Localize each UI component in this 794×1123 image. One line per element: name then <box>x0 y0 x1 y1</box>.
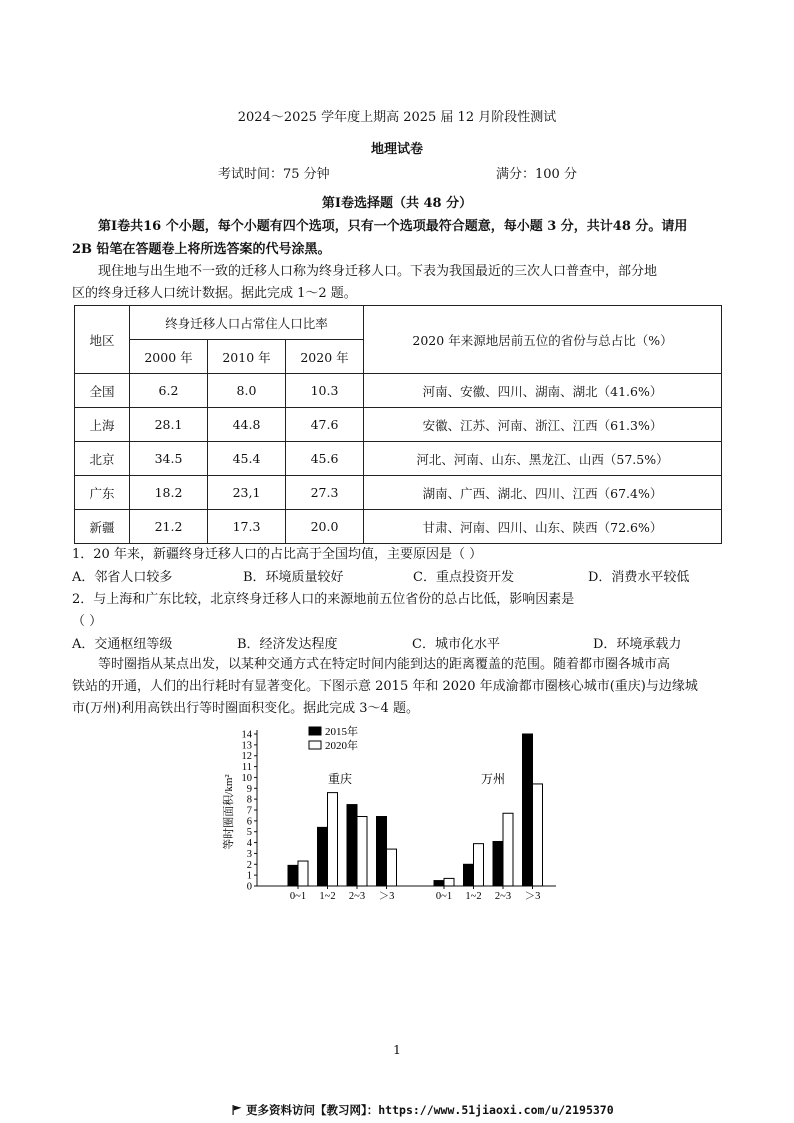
table-row <box>75 442 722 476</box>
bar-重庆-2020年-0~1 <box>298 861 308 886</box>
bar-万州-2020年-0~1 <box>444 878 454 886</box>
y-tick-label: 8 <box>246 794 252 806</box>
q1-stem: 1．20 年来，新疆终身迁移人口的占比高于全国均值，主要原因是（ ） <box>72 547 483 562</box>
y-axis-label: 等时圈面积/km² <box>223 774 235 850</box>
cell-2000: 34.5 <box>130 442 208 476</box>
cell-2000: 21.2 <box>130 510 208 544</box>
y-tick-label: 6 <box>246 816 252 828</box>
intro1-line1: 现住地与出生地不一致的迁移人口称为终身迁移人口。下表为我国最近的三次人口普查中，部分地 <box>98 264 658 279</box>
header-year-2010: 2010 年 <box>208 340 286 374</box>
bar-万州-2020年-＞3 <box>533 784 543 886</box>
bar-万州-2015年-1~2 <box>464 864 474 886</box>
intro2-line3: 市(万州)利用高铁出行等时圈面积变化。据此完成 3～4 题。 <box>72 701 419 716</box>
bar-重庆-2015年-1~2 <box>318 827 328 886</box>
q2-option-c: C．城市化水平 <box>412 637 500 652</box>
q1-option-c: C．重点投资开发 <box>413 570 514 585</box>
table-row <box>75 476 722 510</box>
cell-2010: 17.3 <box>208 510 286 544</box>
table-row <box>75 510 722 544</box>
flag-icon <box>232 1105 242 1115</box>
bar-重庆-2020年-1~2 <box>328 793 338 886</box>
q2-option-a: A．交通枢纽等级 <box>72 637 173 652</box>
cell-region: 新疆 <box>75 510 130 544</box>
cell-top5: 河北、河南、山东、黑龙江、山西（57.5%） <box>364 442 722 476</box>
x-tick-label: 0~1 <box>435 891 453 902</box>
intro2-line2: 铁站的开通，人们的出行耗时有显著变化。下图示意 2015 年和 2020 年成渝都市圈核心城市(重庆)与边缘城 <box>72 679 698 694</box>
instructions-line1: 第Ⅰ卷共16 个小题，每个小题有四个选项，只有一个选项最符合题意，每小题 3 分，共计48 分。请用 <box>98 219 688 234</box>
legend-label-2020: 2020年 <box>325 740 358 752</box>
legend-swatch-2015 <box>309 727 321 735</box>
y-tick-label: 0 <box>246 881 252 893</box>
page-number: 1 <box>393 1042 401 1057</box>
group-label-1: 万州 <box>480 772 506 786</box>
q2-option-b: B．经济发达程度 <box>237 637 338 652</box>
y-tick-label: 11 <box>241 762 252 774</box>
bar-万州-2020年-1~2 <box>474 844 484 886</box>
bar-重庆-2015年-＞3 <box>377 817 387 886</box>
cell-2000: 28.1 <box>130 408 208 442</box>
cell-top5: 河南、安徽、四川、湖南、湖北（41.6%） <box>364 374 722 408</box>
bar-重庆-2020年-2~3 <box>357 817 367 886</box>
x-tick-label: 2~3 <box>494 891 512 902</box>
x-tick-label: 1~2 <box>465 891 482 902</box>
header-ratio: 终身迁移人口占常住人口比率 <box>130 306 364 340</box>
bar-重庆-2015年-0~1 <box>288 865 298 886</box>
cell-2000: 6.2 <box>130 374 208 408</box>
cell-2020: 47.6 <box>286 408 364 442</box>
header-year-2020: 2020 年 <box>286 340 364 374</box>
group-label-0: 重庆 <box>327 772 353 786</box>
footer-text: 更多资料访问【教习网】：https://www.51jiaoxi.com/u/2195370 <box>246 1103 614 1117</box>
cell-top5: 安徽、江苏、河南、浙江、江西（61.3%） <box>364 408 722 442</box>
cell-2020: 27.3 <box>286 476 364 510</box>
bar-重庆-2015年-2~3 <box>347 805 357 886</box>
legend-swatch-2020 <box>309 741 321 749</box>
y-tick-label: 14 <box>241 729 252 741</box>
bar-万州-2015年-＞3 <box>523 734 533 886</box>
migration-table <box>74 305 722 544</box>
bar-万州-2015年-0~1 <box>434 881 444 886</box>
header-top5: 2020 年来源地居前五位的省份与总占比（%） <box>364 306 722 374</box>
x-tick-label: 2~3 <box>348 891 366 902</box>
y-tick-label: 1 <box>246 870 252 882</box>
q2-stem: 2．与上海和广东比较，北京终身迁移人口的来源地前五位省份的总占比低，影响因素是 <box>72 592 575 607</box>
cell-top5: 甘肃、河南、四川、山东、陕西（72.6%） <box>364 510 722 544</box>
subject-title: 地理试卷 <box>370 142 423 157</box>
header-region: 地区 <box>75 306 130 374</box>
y-tick-label: 5 <box>246 827 252 839</box>
instructions-line2: 2B 铅笔在答题卷上将所选答案的代号涂黑。 <box>72 242 331 257</box>
q2-answer-paren: （ ） <box>72 614 103 629</box>
section-title: 第Ⅰ卷选择题（共 48 分） <box>321 196 473 211</box>
bar-万州-2020年-2~3 <box>503 813 513 886</box>
y-tick-label: 12 <box>241 751 252 763</box>
y-tick-label: 10 <box>241 772 252 784</box>
legend-label-2015: 2015年 <box>325 726 358 738</box>
x-tick-label: 0~1 <box>289 891 307 902</box>
exam-time: 考试时间：75 分钟 <box>218 167 330 182</box>
table-row <box>75 408 722 442</box>
isochrone-bar-chart <box>210 724 570 904</box>
cell-2000: 18.2 <box>130 476 208 510</box>
q1-option-d: D．消费水平较低 <box>588 570 690 585</box>
x-tick-label: ＞3 <box>378 891 395 902</box>
q1-option-b: B．环境质量较好 <box>243 570 344 585</box>
cell-region: 全国 <box>75 374 130 408</box>
cell-region: 上海 <box>75 408 130 442</box>
y-tick-label: 2 <box>246 859 252 871</box>
table-row <box>75 374 722 408</box>
q1-option-a: A．邻省人口较多 <box>72 570 173 585</box>
q2-option-d: D．环境承载力 <box>593 637 682 652</box>
y-tick-label: 13 <box>241 740 252 752</box>
cell-region: 北京 <box>75 442 130 476</box>
footer-link[interactable] <box>232 1102 614 1118</box>
cell-2020: 20.0 <box>286 510 364 544</box>
intro2-line1: 等时圈指从某点出发，以某种交通方式在特定时间内能到达的距离覆盖的范围。随着都市圈各城市高 <box>98 657 671 672</box>
cell-2010: 8.0 <box>208 374 286 408</box>
y-tick-label: 9 <box>246 783 252 795</box>
cell-2010: 45.4 <box>208 442 286 476</box>
y-tick-label: 7 <box>246 805 252 817</box>
cell-2010: 23,1 <box>208 476 286 510</box>
full-score: 满分：100 分 <box>496 167 577 182</box>
header-year-2000: 2000 年 <box>130 340 208 374</box>
cell-region: 广东 <box>75 476 130 510</box>
cell-2010: 44.8 <box>208 408 286 442</box>
y-tick-label: 3 <box>246 848 252 860</box>
cell-2020: 45.6 <box>286 442 364 476</box>
x-tick-label: ＞3 <box>524 891 541 902</box>
intro1-line2: 区的终身迁移人口统计数据。据此完成 1～2 题。 <box>72 286 357 301</box>
bar-万州-2015年-2~3 <box>493 841 503 886</box>
bar-重庆-2020年-＞3 <box>387 849 397 886</box>
y-tick-label: 4 <box>246 838 252 850</box>
exam-title: 2024～2025 学年度上期高 2025 届 12 月阶段性测试 <box>237 110 557 125</box>
cell-2020: 10.3 <box>286 374 364 408</box>
cell-top5: 湖南、广西、湖北、四川、江西（67.4%） <box>364 476 722 510</box>
x-tick-label: 1~2 <box>319 891 336 902</box>
